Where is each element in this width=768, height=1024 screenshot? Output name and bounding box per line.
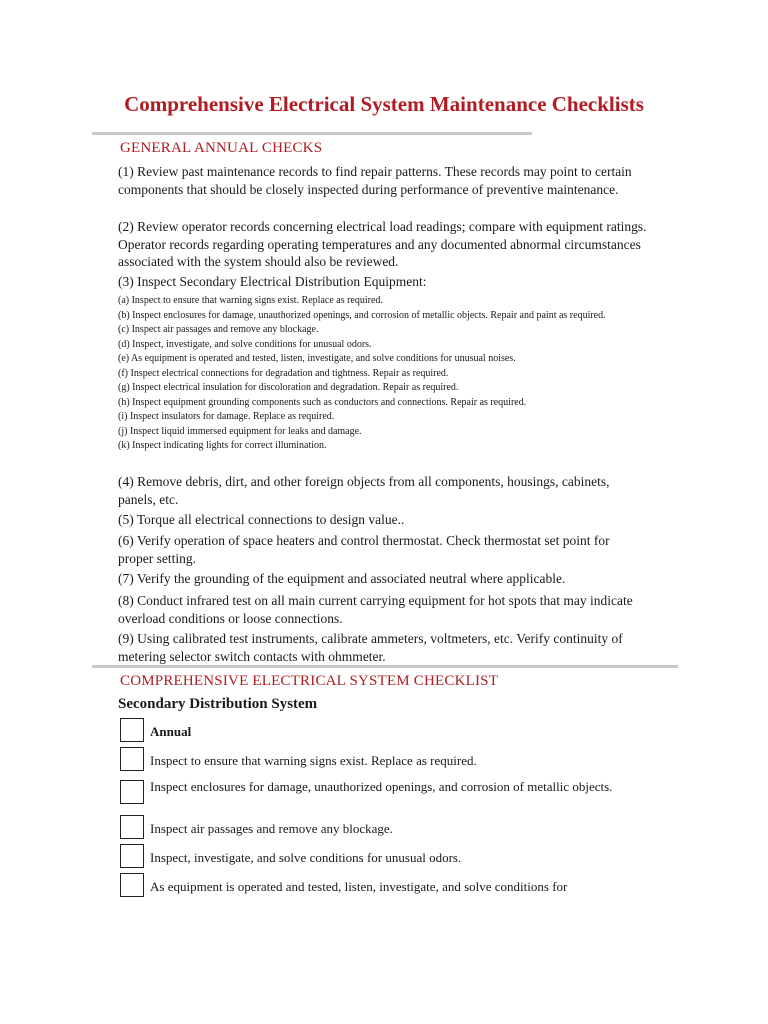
section-divider-top: [92, 132, 532, 135]
subitem-g: (g) Inspect electrical insulation for discoloration and degradation. Repair as required.: [118, 382, 459, 393]
subitem-h: (h) Inspect equipment grounding components such as conductors and connections. Repair as required.: [118, 396, 527, 408]
check-item-8: (8) Conduct infrared test on all main current carrying equipment for hot spots that may indicate overload conditions or loose connections.: [118, 593, 633, 626]
checklist-row-label: Inspect enclosures for damage, unauthorized openings, and corrosion of metallic objects.: [150, 779, 613, 794]
subitem-d: (d) Inspect, investigate, and solve conditions for unusual odors.: [118, 338, 372, 350]
checklist-heading: COMPREHENSIVE ELECTRICAL SYSTEM CHECKLIST: [120, 673, 499, 689]
checklist-row-label: Inspect, investigate, and solve conditions for unusual odors.: [150, 850, 462, 865]
checkbox[interactable]: [120, 815, 144, 839]
checkbox[interactable]: [120, 747, 144, 771]
checkbox[interactable]: [120, 718, 144, 742]
checkbox[interactable]: [120, 844, 144, 868]
checklist-row-label: Annual: [150, 724, 192, 739]
secondary-distribution-subheading: Secondary Distribution System: [118, 696, 318, 712]
subitem-b: (b) Inspect enclosures for damage, unauthorized openings, and corrosion of metallic objects. Repair and paint as required.: [118, 309, 606, 321]
check-item-2: (2) Review operator records concerning electrical load readings; compare with equipment ratings. Operator records regarding operating temperatures and any documented abnormal circumstances associated with the system should also be reviewed.: [118, 219, 647, 269]
check-item-6: (6) Verify operation of space heaters and control thermostat. Check thermostat set point for proper setting.: [118, 533, 610, 566]
check-item-3: (3) Inspect Secondary Electrical Distribution Equipment:: [118, 274, 427, 289]
checklist-row-label: Inspect to ensure that warning signs exist. Replace as required.: [150, 753, 477, 768]
page-title: Comprehensive Electrical System Maintenance Checklists: [124, 92, 644, 116]
subitem-e: (e) As equipment is operated and tested, listen, investigate, and solve conditions for unusual noises.: [118, 353, 516, 364]
subitem-j: (j) Inspect liquid immersed equipment for leaks and damage.: [118, 425, 362, 437]
check-item-1: (1) Review past maintenance records to find repair patterns. These records may point to certain components that should be closely inspected during performance of preventive maintenance.: [118, 164, 632, 197]
general-annual-checks-heading: GENERAL ANNUAL CHECKS: [120, 140, 323, 156]
section-divider-bottom: [92, 665, 678, 668]
checkbox[interactable]: [120, 873, 144, 897]
subitem-k: (k) Inspect indicating lights for correct illumination.: [118, 440, 327, 451]
check-item-4: (4) Remove debris, dirt, and other foreign objects from all components, housings, cabinets, panels, etc.: [118, 474, 610, 507]
checklist-row-label: As equipment is operated and tested, listen, investigate, and solve conditions for: [150, 879, 568, 894]
inspection-subitem-list: [118, 294, 653, 454]
check-item-5: (5) Torque all electrical connections to design value..: [118, 512, 405, 527]
subitem-f: (f) Inspect electrical connections for degradation and tightness. Repair as required.: [118, 367, 449, 379]
subitem-i: (i) Inspect insulators for damage. Replace as required.: [118, 411, 335, 422]
subitem-c: (c) Inspect air passages and remove any blockage.: [118, 324, 319, 335]
check-item-9: (9) Using calibrated test instruments, calibrate ammeters, voltmeters, etc. Verify continuity of metering selector switch contacts with ohmmeter.: [118, 631, 623, 664]
checkbox[interactable]: [120, 780, 144, 804]
subitem-a: (a) Inspect to ensure that warning signs exist. Replace as required.: [118, 295, 383, 306]
checklist-row-label: Inspect air passages and remove any blockage.: [150, 821, 393, 836]
check-item-7: (7) Verify the grounding of the equipment and associated neutral where applicable.: [118, 571, 566, 586]
